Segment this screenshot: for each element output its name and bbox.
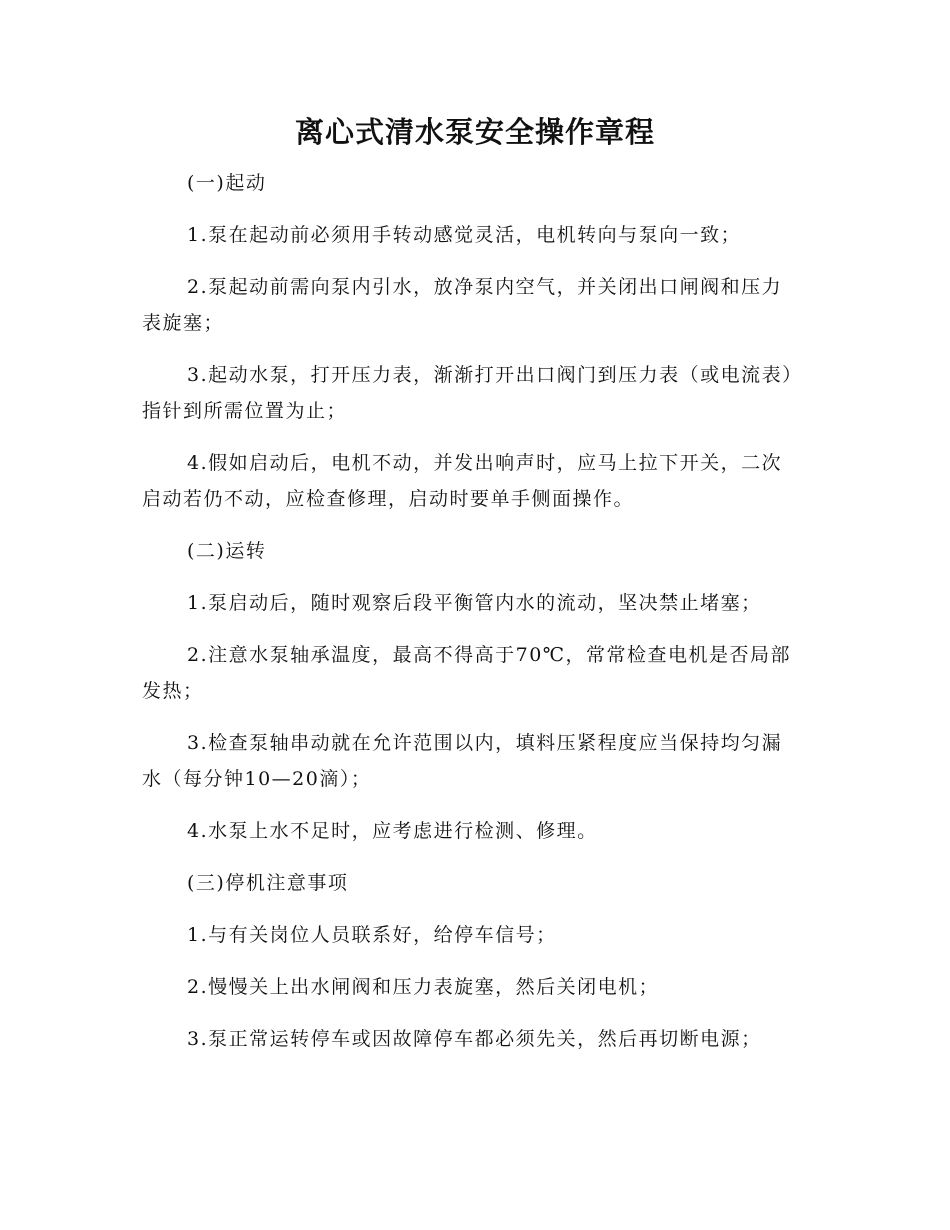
paragraph-stop-3: 3.泵正常运转停车或因故障停车都必须先关，然后再切断电源； [187,1028,762,1050]
paragraph-start-3: 3.起动水泵，打开压力表，渐渐打开出口阀门到压力表（或电流表）指针到所需位置为止； [142,364,794,422]
paragraph-running-1: 1.泵启动后，随时观察后段平衡管内水的流动，坚决禁止堵塞； [187,592,762,614]
paragraph-stop-1: 1.与有关岗位人员联系好，给停车信号； [187,924,557,946]
paragraph-stop-2: 2.慢慢关上出水闸阀和压力表旋塞，然后关闭电机； [187,976,660,998]
paragraph-running-4: 4.水泵上水不足时，应考虑进行检测、修理。 [187,820,598,842]
section-heading-stop: (三)停机注意事项 [187,872,349,894]
document-body [142,165,802,1073]
paragraph-running-2: 2.注意水泵轴承温度，最高不得高于70℃，常常检查电机是否局部发热； [142,644,792,702]
paragraph-start-1: 1.泵在起动前必须用手转动感觉灵活，电机转向与泵向一致； [187,224,742,246]
paragraph-start-4: 4.假如启动后，电机不动，并发出响声时，应马上拉下开关，二次启动若仍不动，应检查修理，启动时要单手侧面操作。 [142,452,783,510]
section-heading-running: (二)运转 [187,540,267,562]
document-title: 离心式清水泵安全操作章程 [294,115,655,149]
section-heading-start: (一)起动 [187,172,267,194]
paragraph-running-3: 3.检查泵轴串动就在允许范围以内，填料压紧程度应当保持均匀漏水（每分钟10—20滴）； [142,732,783,790]
paragraph-start-2: 2.泵起动前需向泵内引水，放净泵内空气，并关闭出口闸阀和压力表旋塞； [142,276,783,334]
